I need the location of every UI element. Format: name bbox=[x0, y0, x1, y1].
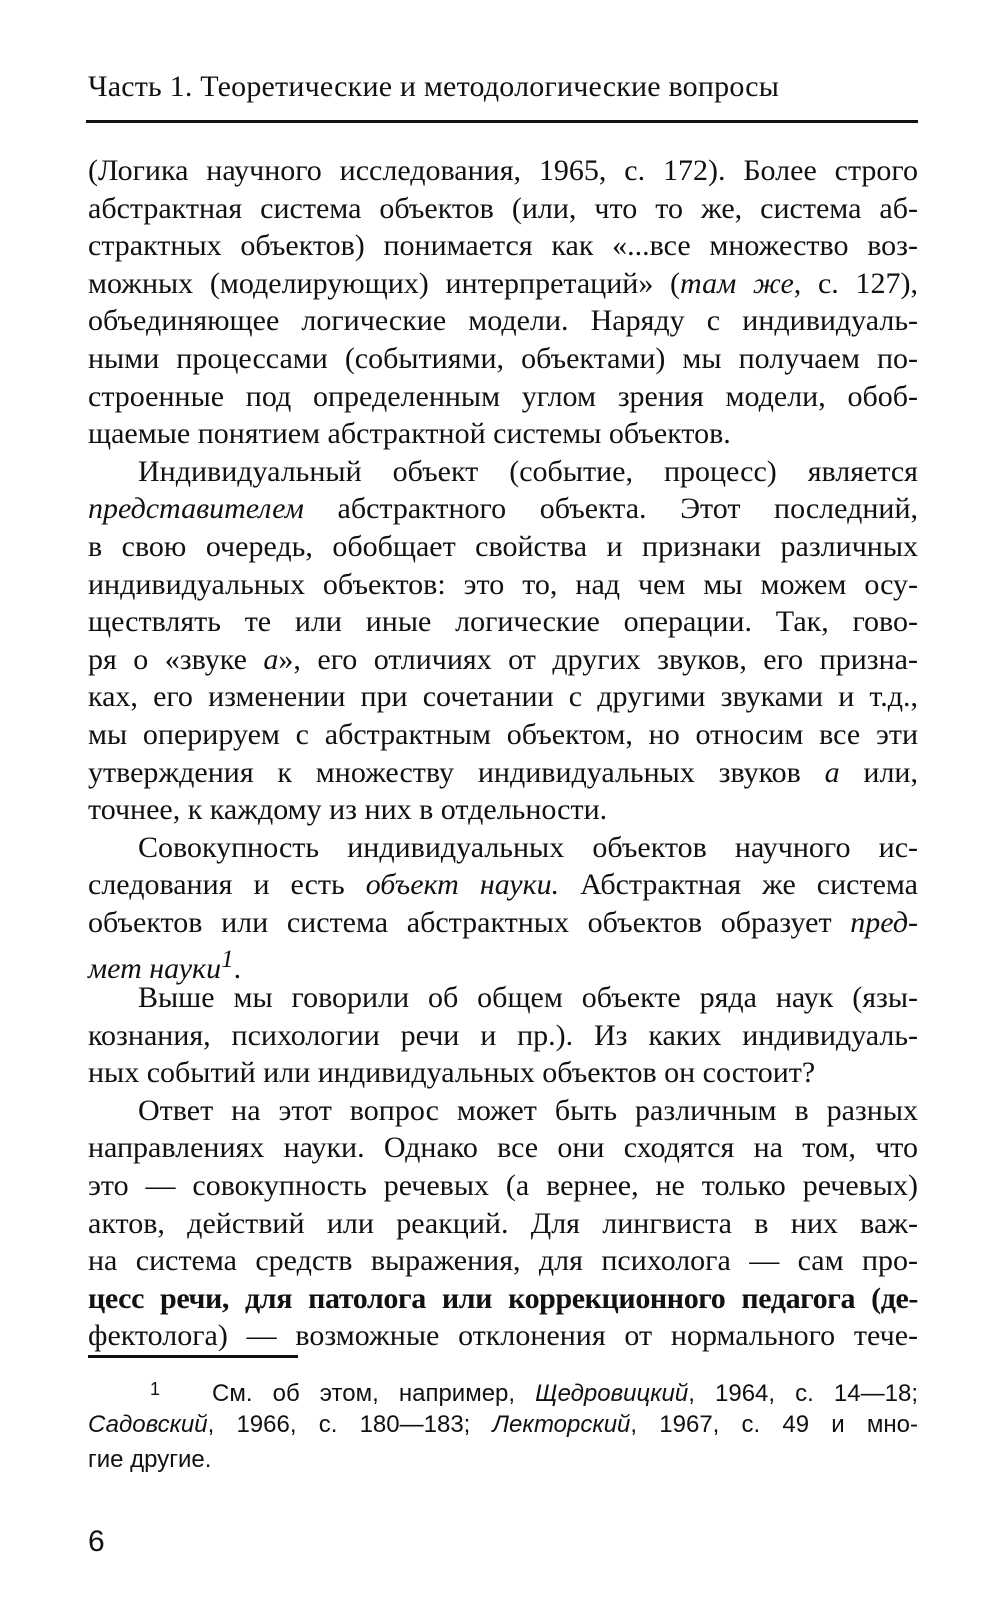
text-line: Выше мы говорили об общем объекте ряда наук (язы- bbox=[138, 981, 918, 1015]
text-line bbox=[88, 641, 918, 679]
text-run: , 1966, с. 180—183; bbox=[207, 1411, 493, 1438]
text-line: строенные под определенным углом зрения модели, обоб- bbox=[88, 379, 918, 413]
text-line: цесс речи, для патолога или коррекционного педагога (де- bbox=[88, 1281, 918, 1315]
text-run: , 1967, с. 49 и мно- bbox=[630, 1411, 918, 1438]
footnote-reference: 1 bbox=[221, 946, 234, 974]
text-run: или, bbox=[839, 755, 918, 789]
text-run: можных (моделирующих) интерпретаций» ( bbox=[88, 266, 681, 300]
italic-author: Щедровицкий bbox=[535, 1380, 689, 1407]
text-run: , с. 127), bbox=[793, 266, 918, 300]
page-number: 6 bbox=[88, 1525, 105, 1558]
text-run: . bbox=[233, 952, 242, 986]
text-line: точнее, к каждому из них в отдельности. bbox=[88, 793, 608, 827]
text-line: Совокупность индивидуальных объектов научного ис- bbox=[138, 830, 918, 864]
text-line: ках, его изменении при сочетании с другими звуками и т.д., bbox=[88, 680, 918, 714]
text-line: это — совокупность речевых (а вернее, не только речевых) bbox=[88, 1169, 918, 1203]
text-run: утверждения к множеству индивидуальных звуков bbox=[88, 755, 825, 789]
text-line: Индивидуальный объект (событие, процесс) является bbox=[138, 454, 918, 488]
italic-term: представителем bbox=[88, 492, 304, 526]
text-run: объектов или система абстрактных объектов образует bbox=[88, 905, 851, 939]
italic-author: Лекторский bbox=[492, 1411, 631, 1438]
text-run: ря о «звуке bbox=[88, 642, 264, 676]
text-run: », его отличиях от других звуков, его призна- bbox=[278, 642, 918, 676]
text-line bbox=[88, 866, 918, 904]
text-line bbox=[88, 904, 918, 942]
text-run: , 1964, с. 14—18; bbox=[688, 1380, 918, 1407]
text-line: абстрактная система объектов (или, что то же, система аб- bbox=[88, 191, 918, 225]
text-run: См. об этом, например, bbox=[212, 1380, 536, 1407]
text-run: абстрактного объекта. Этот последний, bbox=[303, 492, 918, 526]
text-line: страктных объектов) понимается как «...все множество воз- bbox=[88, 229, 918, 263]
text-line: актов, действий или реакций. Для лингвиста в них важ- bbox=[88, 1206, 918, 1240]
text-line bbox=[88, 265, 918, 303]
text-line bbox=[88, 941, 918, 986]
header-rule bbox=[86, 120, 918, 123]
italic-citation: там же bbox=[680, 266, 794, 300]
italic-author: Садовский bbox=[88, 1411, 208, 1438]
text-line: объединяющее логические модели. Наряду с индивидуаль- bbox=[88, 304, 918, 338]
italic-term: а bbox=[263, 642, 279, 676]
footnote-line bbox=[88, 1372, 918, 1407]
italic-term: мет науки bbox=[88, 952, 222, 986]
footnote bbox=[88, 1372, 918, 1477]
running-header: Часть 1. Теоретические и методологические вопросы bbox=[88, 70, 780, 103]
text-line: направлениях науки. Однако все они сходятся на том, что bbox=[88, 1131, 918, 1165]
text-line: Ответ на этот вопрос может быть различным в разных bbox=[138, 1093, 918, 1127]
footnote-rule bbox=[88, 1355, 298, 1358]
text-line: на система средств выражения, для психолога — сам про- bbox=[88, 1244, 918, 1278]
italic-term: объект науки. bbox=[365, 868, 560, 902]
footnote-line bbox=[88, 1407, 918, 1442]
text-run: следования и есть bbox=[88, 868, 366, 902]
footnote-line: гие другие. bbox=[88, 1446, 212, 1473]
text-line: в свою очередь, обобщает свойства и признаки различных bbox=[88, 529, 918, 563]
text-run: Абстрактная же система bbox=[559, 868, 918, 902]
text-line: индивидуальных объектов: это то, над чем мы можем осу- bbox=[88, 567, 918, 601]
text-line: ных событий или индивидуальных объектов он состоит? bbox=[88, 1056, 816, 1090]
text-line: (Логика научного исследования, 1965, с. 172). Более строго bbox=[88, 154, 918, 187]
text-line: ными процессами (событиями, объектами) мы получаем по- bbox=[88, 341, 918, 375]
text-line: ществлять те или иные логические операции. Так, гово- bbox=[88, 605, 918, 639]
text-line: мы оперируем с абстрактным объектом, но относим все эти bbox=[88, 717, 918, 751]
italic-term: а bbox=[824, 755, 840, 789]
main-text bbox=[88, 152, 918, 1355]
text-line: фектолога) — возможные отклонения от нормального тече- bbox=[88, 1319, 918, 1353]
text-line: кознания, психологии речи и пр.). Из каких индивидуаль- bbox=[88, 1018, 918, 1052]
text-line bbox=[88, 754, 918, 792]
text-line bbox=[88, 490, 918, 528]
footnote-marker: 1 bbox=[150, 1379, 161, 1399]
italic-term: пред- bbox=[850, 905, 918, 939]
text-line: щаемые понятием абстрактной системы объектов. bbox=[88, 417, 731, 451]
